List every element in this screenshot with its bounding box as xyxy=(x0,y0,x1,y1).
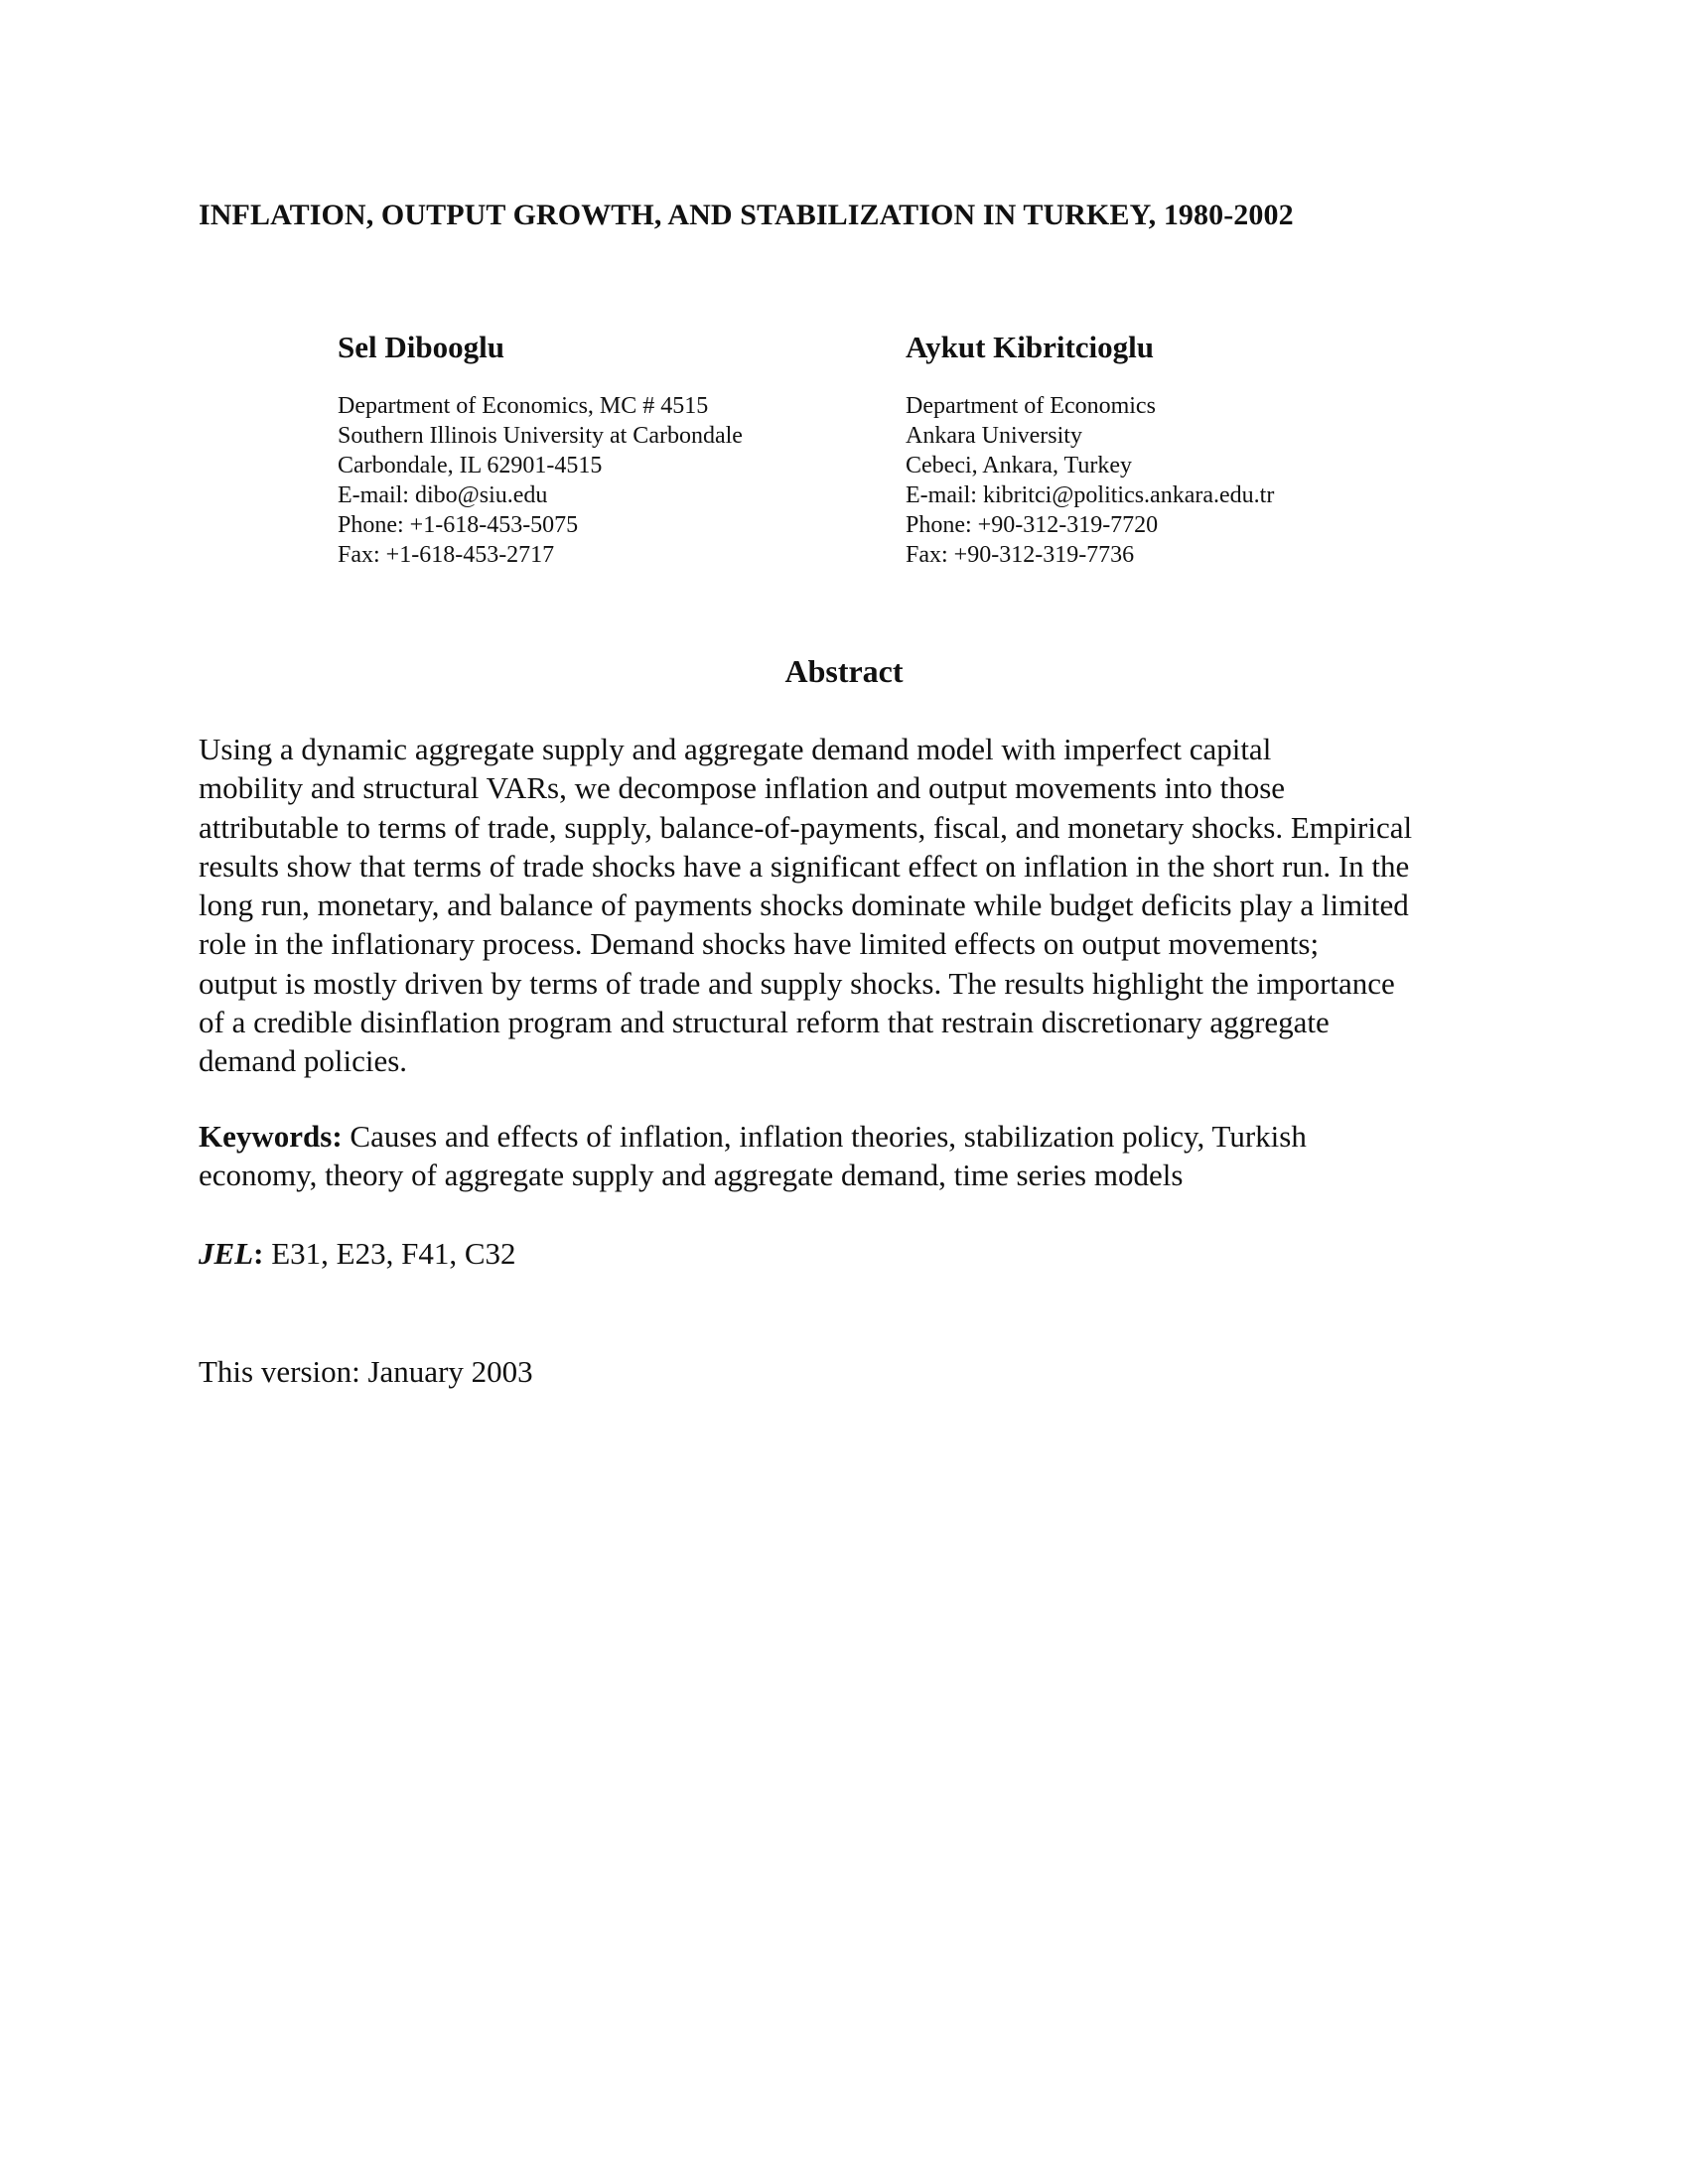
keywords-line-2: economy, theory of aggregate supply and aggregate demand, time series models xyxy=(199,1158,1184,1192)
abstract-line: Using a dynamic aggregate supply and aggregate demand model with imperfect capital xyxy=(199,732,1272,766)
abstract-line: output is mostly driven by terms of trade and supply shocks. The results highlight the importance xyxy=(199,965,1395,1001)
author-block-1 xyxy=(338,330,743,570)
affiliation-university: Ankara University xyxy=(906,423,1082,449)
abstract-line: mobility and structural VARs, we decompose inflation and output movements into those xyxy=(199,770,1286,806)
paper-title: INFLATION, OUTPUT GROWTH, AND STABILIZATION IN TURKEY, 1980-2002 xyxy=(199,199,1294,231)
abstract-body xyxy=(199,730,1509,1081)
author-name: Sel Dibooglu xyxy=(338,330,504,364)
affiliation-email: E-mail: kibritci@politics.ankara.edu.tr xyxy=(906,482,1275,508)
keywords-section xyxy=(199,1117,1509,1194)
keywords-text: Causes and effects of inflation, inflation theories, stabilization policy, Turkish xyxy=(342,1119,1307,1154)
abstract-line: demand policies. xyxy=(199,1043,408,1079)
affiliation-university: Southern Illinois University at Carbondale xyxy=(338,423,743,449)
affiliation-department: Department of Economics, MC # 4515 xyxy=(338,393,709,419)
abstract-line: long run, monetary, and balance of payments shocks dominate while budget deficits play a limited xyxy=(199,887,1409,923)
affiliation-address: Cebeci, Ankara, Turkey xyxy=(906,453,1132,478)
jel-codes-text: E31, E23, F41, C32 xyxy=(263,1236,516,1271)
version-note: This version: January 2003 xyxy=(199,1354,533,1389)
affiliation-phone: Phone: +90-312-319-7720 xyxy=(906,512,1159,538)
affiliation-email: E-mail: dibo@siu.edu xyxy=(338,482,548,508)
keywords-line-1 xyxy=(199,1117,1509,1156)
affiliation-fax: Fax: +1-618-453-2717 xyxy=(338,542,555,568)
keywords-label: Keywords: xyxy=(199,1119,343,1154)
affiliation-phone: Phone: +1-618-453-5075 xyxy=(338,512,579,538)
jel-colon: : xyxy=(253,1236,264,1271)
jel-label xyxy=(199,1236,263,1271)
affiliation-fax: Fax: +90-312-319-7736 xyxy=(906,542,1135,568)
abstract-line: attributable to terms of trade, supply, balance-of-payments, fiscal, and monetary shocks. Empirical xyxy=(199,809,1413,845)
jel-label-text: JEL xyxy=(199,1236,254,1271)
abstract-line: of a credible disinflation program and structural reform that restrain discretionary aggregate xyxy=(199,1005,1330,1040)
affiliation-department: Department of Economics xyxy=(906,393,1156,419)
abstract-line: role in the inflationary process. Demand shocks have limited effects on output movements; xyxy=(199,926,1320,962)
author-block-2 xyxy=(906,330,1274,570)
affiliation-address: Carbondale, IL 62901-4515 xyxy=(338,453,603,478)
abstract-line: results show that terms of trade shocks have a significant effect on inflation in the short run. In the xyxy=(199,848,1410,884)
abstract-heading: Abstract xyxy=(784,653,904,689)
author-name: Aykut Kibritcioglu xyxy=(906,330,1155,364)
jel-codes xyxy=(199,1236,516,1272)
